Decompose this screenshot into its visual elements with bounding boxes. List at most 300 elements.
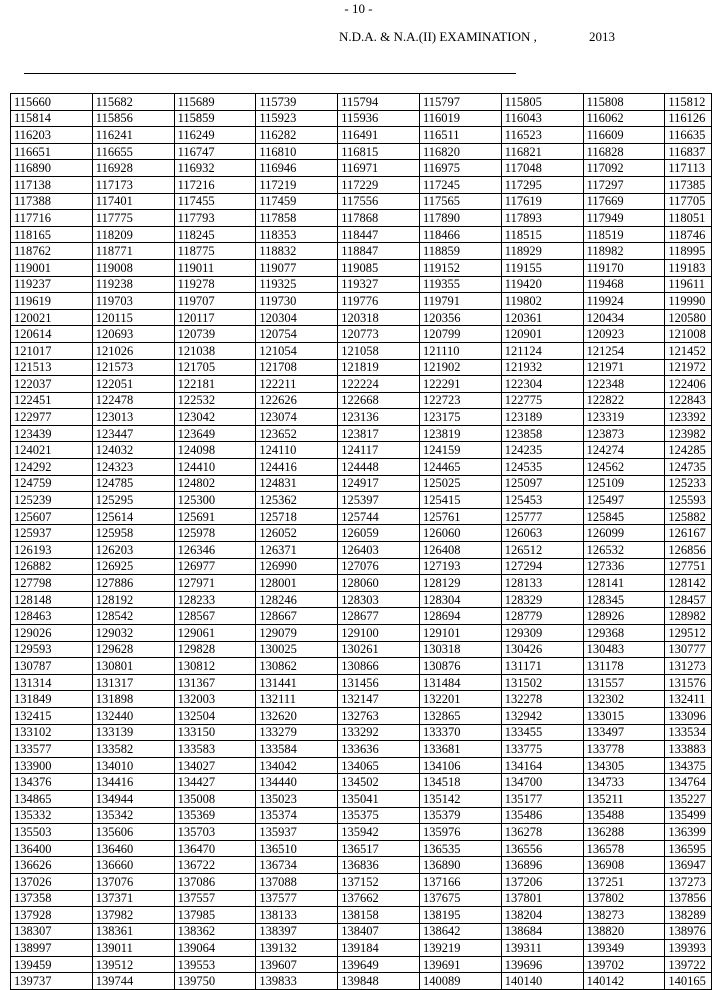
roll-number-cell: 137928: [11, 907, 93, 924]
roll-number-cell: 130787: [11, 658, 93, 675]
roll-number-cell: 118209: [92, 226, 174, 243]
roll-number-cell: 136578: [583, 840, 665, 857]
roll-number-cell: 120115: [92, 309, 174, 326]
page-number: - 10 -: [344, 1, 373, 16]
roll-number-cell: 123439: [11, 425, 93, 442]
roll-number-cell: 126408: [419, 542, 501, 559]
roll-number-cell: 129026: [11, 625, 93, 642]
roll-number-cell: 136626: [11, 857, 93, 874]
roll-number-cell: 130812: [174, 658, 256, 675]
roll-number-cell: 120799: [419, 326, 501, 343]
roll-number-cell: 139553: [174, 956, 256, 973]
roll-number-cell: 119183: [665, 259, 712, 276]
roll-number-cell: 124448: [338, 459, 420, 476]
roll-number-cell: 139691: [419, 956, 501, 973]
roll-number-cell: 119468: [583, 276, 665, 293]
table-row: [11, 376, 712, 393]
roll-number-cell: 123392: [665, 409, 712, 426]
table-row: [11, 160, 712, 177]
roll-number-cell: 121026: [92, 342, 174, 359]
roll-number-cell: 132111: [256, 691, 338, 708]
roll-number-cell: 116062: [583, 110, 665, 127]
roll-number-cell: 128142: [665, 575, 712, 592]
roll-number-cell: 133102: [11, 724, 93, 741]
roll-number-cell: 137088: [256, 873, 338, 890]
roll-number-cell: 119730: [256, 293, 338, 310]
roll-number-cell: 136890: [419, 857, 501, 874]
roll-number-cell: 121452: [665, 342, 712, 359]
roll-number-cell: 116019: [419, 110, 501, 127]
roll-number-cell: 123189: [501, 409, 583, 426]
roll-number-cell: 121008: [665, 326, 712, 343]
roll-number-cell: 133582: [92, 741, 174, 758]
roll-number-cell: 129101: [419, 625, 501, 642]
roll-number-cell: 139311: [501, 940, 583, 957]
table-row: [11, 342, 712, 359]
roll-number-cell: 133370: [419, 724, 501, 741]
roll-number-cell: 120693: [92, 326, 174, 343]
table-row: [11, 857, 712, 874]
roll-number-cell: 128982: [665, 608, 712, 625]
roll-number-cell: 136595: [665, 840, 712, 857]
roll-number-cell: 138195: [419, 907, 501, 924]
roll-number-cell: 120580: [665, 309, 712, 326]
roll-number-cell: 122668: [338, 392, 420, 409]
roll-number-cell: 134944: [92, 790, 174, 807]
roll-number-cell: 138407: [338, 923, 420, 940]
roll-number-cell: 121124: [501, 342, 583, 359]
roll-number-cell: 121708: [256, 359, 338, 376]
roll-number-cell: 135486: [501, 807, 583, 824]
roll-number-cell: 131273: [665, 658, 712, 675]
table-row: [11, 409, 712, 426]
roll-number-cell: 134106: [419, 757, 501, 774]
roll-number-cell: 137856: [665, 890, 712, 907]
roll-number-cell: 123817: [338, 425, 420, 442]
roll-number-cell: 128129: [419, 575, 501, 592]
table-row: [11, 757, 712, 774]
roll-number-cell: 127971: [174, 575, 256, 592]
roll-number-cell: 139064: [174, 940, 256, 957]
roll-number-cell: 116126: [665, 110, 712, 127]
roll-number-cell: 124110: [256, 442, 338, 459]
roll-number-cell: 117455: [174, 193, 256, 210]
roll-number-cell: 118995: [665, 243, 712, 260]
roll-number-cell: 127886: [92, 575, 174, 592]
roll-number-cell: 137662: [338, 890, 420, 907]
roll-number-cell: 116511: [419, 127, 501, 144]
table-row: [11, 210, 712, 227]
roll-number-cell: 131171: [501, 658, 583, 675]
roll-number-cell: 122051: [92, 376, 174, 393]
roll-number-cell: 134027: [174, 757, 256, 774]
roll-number-cell: 131441: [256, 674, 338, 691]
table-row: [11, 525, 712, 542]
roll-number-cell: 122843: [665, 392, 712, 409]
table-row: [11, 459, 712, 476]
roll-number-cell: 124285: [665, 442, 712, 459]
roll-number-cell: 133150: [174, 724, 256, 741]
roll-number-cell: 131849: [11, 691, 93, 708]
roll-number-cell: 129628: [92, 641, 174, 658]
roll-number-cell: 140140: [501, 973, 583, 990]
roll-number-cell: 138273: [583, 907, 665, 924]
roll-number-cell: 132278: [501, 691, 583, 708]
table-row: [11, 110, 712, 127]
roll-number-cell: 116971: [338, 160, 420, 177]
roll-number-cell: 116975: [419, 160, 501, 177]
roll-number-cell: 122478: [92, 392, 174, 409]
roll-number-cell: 117459: [256, 193, 338, 210]
roll-number-cell: 128060: [338, 575, 420, 592]
roll-number-cell: 135227: [665, 790, 712, 807]
roll-number-cell: 126882: [11, 558, 93, 575]
roll-number-cell: 118746: [665, 226, 712, 243]
roll-number-cell: 136556: [501, 840, 583, 857]
roll-number-cell: 116609: [583, 127, 665, 144]
roll-number-cell: 116282: [256, 127, 338, 144]
roll-number-cell: 116828: [583, 143, 665, 160]
roll-number-cell: 135342: [92, 807, 174, 824]
roll-number-cell: 119791: [419, 293, 501, 310]
table-row: [11, 625, 712, 642]
roll-number-cell: 120614: [11, 326, 93, 343]
table-row: [11, 840, 712, 857]
roll-number-cell: 138158: [338, 907, 420, 924]
roll-number-cell: 115739: [256, 94, 338, 111]
roll-number-cell: 115805: [501, 94, 583, 111]
roll-number-cell: 119238: [92, 276, 174, 293]
table-row: [11, 873, 712, 890]
roll-number-cell: 116491: [338, 127, 420, 144]
roll-number-cell: 138362: [174, 923, 256, 940]
roll-number-cell: 125415: [419, 492, 501, 509]
roll-number-cell: 132147: [338, 691, 420, 708]
roll-number-cell: 125497: [583, 492, 665, 509]
roll-number-cell: 121932: [501, 359, 583, 376]
roll-number-cell: 124831: [256, 475, 338, 492]
roll-number-cell: 125607: [11, 508, 93, 525]
roll-number-cell: 125397: [338, 492, 420, 509]
table-row: [11, 790, 712, 807]
roll-number-cell: 132003: [174, 691, 256, 708]
roll-number-cell: 121819: [338, 359, 420, 376]
roll-number-cell: 123175: [419, 409, 501, 426]
roll-number-cell: 116821: [501, 143, 583, 160]
roll-number-cell: 123649: [174, 425, 256, 442]
roll-number-cell: 123873: [583, 425, 665, 442]
roll-number-cell: 117173: [92, 176, 174, 193]
roll-number-cell: 119001: [11, 259, 93, 276]
roll-number-cell: 116203: [11, 127, 93, 144]
roll-number-cell: 125025: [419, 475, 501, 492]
table-row: [11, 658, 712, 675]
roll-number-cell: 137985: [174, 907, 256, 924]
roll-number-cell: 129368: [583, 625, 665, 642]
roll-number-cell: 124235: [501, 442, 583, 459]
roll-number-cell: 139833: [256, 973, 338, 990]
roll-number-cell: 125362: [256, 492, 338, 509]
roll-number-cell: 119325: [256, 276, 338, 293]
roll-number-cell: 133636: [338, 741, 420, 758]
exam-year: 2013: [589, 29, 615, 44]
roll-number-cell: 133900: [11, 757, 93, 774]
roll-number-cell: 118353: [256, 226, 338, 243]
roll-number-cell: 128345: [583, 591, 665, 608]
roll-number-cell: 128141: [583, 575, 665, 592]
roll-number-cell: 135211: [583, 790, 665, 807]
table-row: [11, 359, 712, 376]
table-row: [11, 641, 712, 658]
roll-number-cell: 119152: [419, 259, 501, 276]
roll-number-cell: 130426: [501, 641, 583, 658]
roll-number-cell: 134427: [174, 774, 256, 791]
roll-number-cell: 125453: [501, 492, 583, 509]
roll-number-cell: 125744: [338, 508, 420, 525]
roll-number-cell: 139219: [419, 940, 501, 957]
roll-number-cell: 125937: [11, 525, 93, 542]
roll-number-cell: 125109: [583, 475, 665, 492]
roll-number-cell: 123652: [256, 425, 338, 442]
roll-number-cell: 118515: [501, 226, 583, 243]
roll-number-cell: 124323: [92, 459, 174, 476]
table-row: [11, 707, 712, 724]
roll-number-cell: 132504: [174, 707, 256, 724]
roll-number-cell: 122626: [256, 392, 338, 409]
roll-number-cell: 118519: [583, 226, 665, 243]
roll-number-cell: 128303: [338, 591, 420, 608]
roll-number-cell: 126060: [419, 525, 501, 542]
roll-number-cell: 133681: [419, 741, 501, 758]
roll-number-cell: 115856: [92, 110, 174, 127]
roll-number-cell: 135703: [174, 824, 256, 841]
roll-number-cell: 117388: [11, 193, 93, 210]
roll-number-cell: 140165: [665, 973, 712, 990]
roll-number-cell: 127193: [419, 558, 501, 575]
roll-number-cell: 129032: [92, 625, 174, 642]
roll-number-cell: 139011: [92, 940, 174, 957]
table-row: [11, 94, 712, 111]
roll-number-cell: 117705: [665, 193, 712, 210]
roll-number-cell: 115936: [338, 110, 420, 127]
table-row: [11, 741, 712, 758]
roll-number-cell: 131898: [92, 691, 174, 708]
roll-number-cell: 123858: [501, 425, 583, 442]
roll-number-cell: 132942: [501, 707, 583, 724]
table-row: [11, 309, 712, 326]
roll-number-cell: 135023: [256, 790, 338, 807]
roll-number-cell: 116249: [174, 127, 256, 144]
roll-number-cell: 125882: [665, 508, 712, 525]
roll-number-cell: 131456: [338, 674, 420, 691]
roll-number-cell: 137026: [11, 873, 93, 890]
roll-number-cell: 119707: [174, 293, 256, 310]
table-row: [11, 127, 712, 144]
roll-number-cell: 137675: [419, 890, 501, 907]
roll-number-cell: 116928: [92, 160, 174, 177]
roll-number-cell: 133096: [665, 707, 712, 724]
table-row: [11, 193, 712, 210]
roll-number-cell: 119237: [11, 276, 93, 293]
roll-number-cell: 119085: [338, 259, 420, 276]
roll-number-cell: 119420: [501, 276, 583, 293]
roll-number-cell: 118051: [665, 210, 712, 227]
roll-number-cell: 132865: [419, 707, 501, 724]
table-row: [11, 774, 712, 791]
roll-number-cell: 128694: [419, 608, 501, 625]
roll-number-cell: 134376: [11, 774, 93, 791]
roll-number-cell: 119155: [501, 259, 583, 276]
roll-number-cell: 136399: [665, 824, 712, 841]
roll-number-cell: 128677: [338, 608, 420, 625]
table-row: [11, 326, 712, 343]
roll-number-cell: 135488: [583, 807, 665, 824]
roll-number-cell: 128133: [501, 575, 583, 592]
roll-number-cell: 128542: [92, 608, 174, 625]
roll-number-cell: 123319: [583, 409, 665, 426]
roll-number-cell: 119008: [92, 259, 174, 276]
roll-number-cell: 136722: [174, 857, 256, 874]
roll-number-cell: 140089: [419, 973, 501, 990]
roll-number-cell: 123136: [338, 409, 420, 426]
roll-number-cell: 124292: [11, 459, 93, 476]
roll-number-cell: 124802: [174, 475, 256, 492]
roll-number-cell: 119990: [665, 293, 712, 310]
roll-number-cell: 136517: [338, 840, 420, 857]
roll-number-cell: 125691: [174, 508, 256, 525]
roll-number-cell: 128457: [665, 591, 712, 608]
roll-number-cell: 115794: [338, 94, 420, 111]
roll-number-cell: 124917: [338, 475, 420, 492]
roll-number-cell: 117775: [92, 210, 174, 227]
table-row: [11, 293, 712, 310]
roll-number-cell: 123013: [92, 409, 174, 426]
roll-number-cell: 135375: [338, 807, 420, 824]
roll-number-cell: 131557: [583, 674, 665, 691]
roll-number-cell: 137557: [174, 890, 256, 907]
roll-number-cell: 125777: [501, 508, 583, 525]
roll-number-cell: 117565: [419, 193, 501, 210]
roll-number-cell: 138997: [11, 940, 93, 957]
roll-number-cell: 138361: [92, 923, 174, 940]
roll-number-cell: 115808: [583, 94, 665, 111]
roll-number-cell: 126203: [92, 542, 174, 559]
roll-number-cell: 117245: [419, 176, 501, 193]
roll-number-cell: 130025: [256, 641, 338, 658]
roll-number-cell: 136460: [92, 840, 174, 857]
roll-number-cell: 117949: [583, 210, 665, 227]
roll-number-cell: 126512: [501, 542, 583, 559]
roll-number-cell: 139737: [11, 973, 93, 990]
roll-number-cell: 122037: [11, 376, 93, 393]
roll-number-cell: 118859: [419, 243, 501, 260]
roll-number-cell: 131178: [583, 658, 665, 675]
roll-number-cell: 116241: [92, 127, 174, 144]
roll-number-cell: 121038: [174, 342, 256, 359]
roll-number-cell: 115859: [174, 110, 256, 127]
roll-number-cell: 116815: [338, 143, 420, 160]
roll-number-cell: 136660: [92, 857, 174, 874]
roll-number-cell: 138307: [11, 923, 93, 940]
roll-number-cell: 132302: [583, 691, 665, 708]
roll-number-cell: 135041: [338, 790, 420, 807]
roll-number-cell: 116820: [419, 143, 501, 160]
roll-number-cell: 117092: [583, 160, 665, 177]
roll-number-cell: 135142: [419, 790, 501, 807]
roll-number-cell: 126925: [92, 558, 174, 575]
roll-number-cell: 138397: [256, 923, 338, 940]
roll-number-cell: 134865: [11, 790, 93, 807]
roll-number-cell: 133577: [11, 741, 93, 758]
roll-number-cell: 122822: [583, 392, 665, 409]
roll-number-cell: 125718: [256, 508, 338, 525]
roll-number-cell: 118447: [338, 226, 420, 243]
roll-number-cell: 118982: [583, 243, 665, 260]
roll-number-cell: 117793: [174, 210, 256, 227]
roll-number-cell: 126403: [338, 542, 420, 559]
roll-number-cell: 120021: [11, 309, 93, 326]
roll-number-cell: 130777: [665, 641, 712, 658]
roll-number-cell: 133883: [665, 741, 712, 758]
roll-number-cell: 122181: [174, 376, 256, 393]
roll-number-cell: 118775: [174, 243, 256, 260]
table-row: [11, 956, 712, 973]
roll-number-cell: 115682: [92, 94, 174, 111]
roll-number-cell: 131317: [92, 674, 174, 691]
table-row: [11, 691, 712, 708]
roll-number-cell: 116837: [665, 143, 712, 160]
roll-number-cell: 136896: [501, 857, 583, 874]
roll-number-cell: 117556: [338, 193, 420, 210]
roll-number-cell: 134375: [665, 757, 712, 774]
roll-number-cell: 127336: [583, 558, 665, 575]
roll-number-cell: 125978: [174, 525, 256, 542]
roll-number-cell: 136510: [256, 840, 338, 857]
roll-number-cell: 125239: [11, 492, 93, 509]
roll-number-cell: 137358: [11, 890, 93, 907]
roll-number-cell: 135332: [11, 807, 93, 824]
roll-number-cell: 139702: [583, 956, 665, 973]
roll-number-cell: 134764: [665, 774, 712, 791]
roll-number-cell: 128567: [174, 608, 256, 625]
roll-number-cell: 129309: [501, 625, 583, 642]
roll-number-cell: 128779: [501, 608, 583, 625]
roll-number-cell: 134305: [583, 757, 665, 774]
roll-number-cell: 126990: [256, 558, 338, 575]
roll-number-cell: 115812: [665, 94, 712, 111]
roll-number-cell: 127798: [11, 575, 93, 592]
roll-number-cell: 131576: [665, 674, 712, 691]
roll-number-cell: 124032: [92, 442, 174, 459]
roll-number-cell: 139393: [665, 940, 712, 957]
roll-number-cell: 116043: [501, 110, 583, 127]
roll-number-cell: 135499: [665, 807, 712, 824]
roll-number-cell: 124159: [419, 442, 501, 459]
roll-number-cell: 120923: [583, 326, 665, 343]
roll-number-cell: 132440: [92, 707, 174, 724]
roll-number-cell: 122532: [174, 392, 256, 409]
roll-number-cell: 124098: [174, 442, 256, 459]
roll-number-cell: 134042: [256, 757, 338, 774]
roll-number-cell: 115660: [11, 94, 93, 111]
roll-number-cell: 119703: [92, 293, 174, 310]
roll-number-cell: 117297: [583, 176, 665, 193]
roll-number-cell: 124465: [419, 459, 501, 476]
roll-number-cell: 124416: [256, 459, 338, 476]
roll-number-cell: 139649: [338, 956, 420, 973]
roll-number-cell: 127751: [665, 558, 712, 575]
roll-number-cell: 139750: [174, 973, 256, 990]
